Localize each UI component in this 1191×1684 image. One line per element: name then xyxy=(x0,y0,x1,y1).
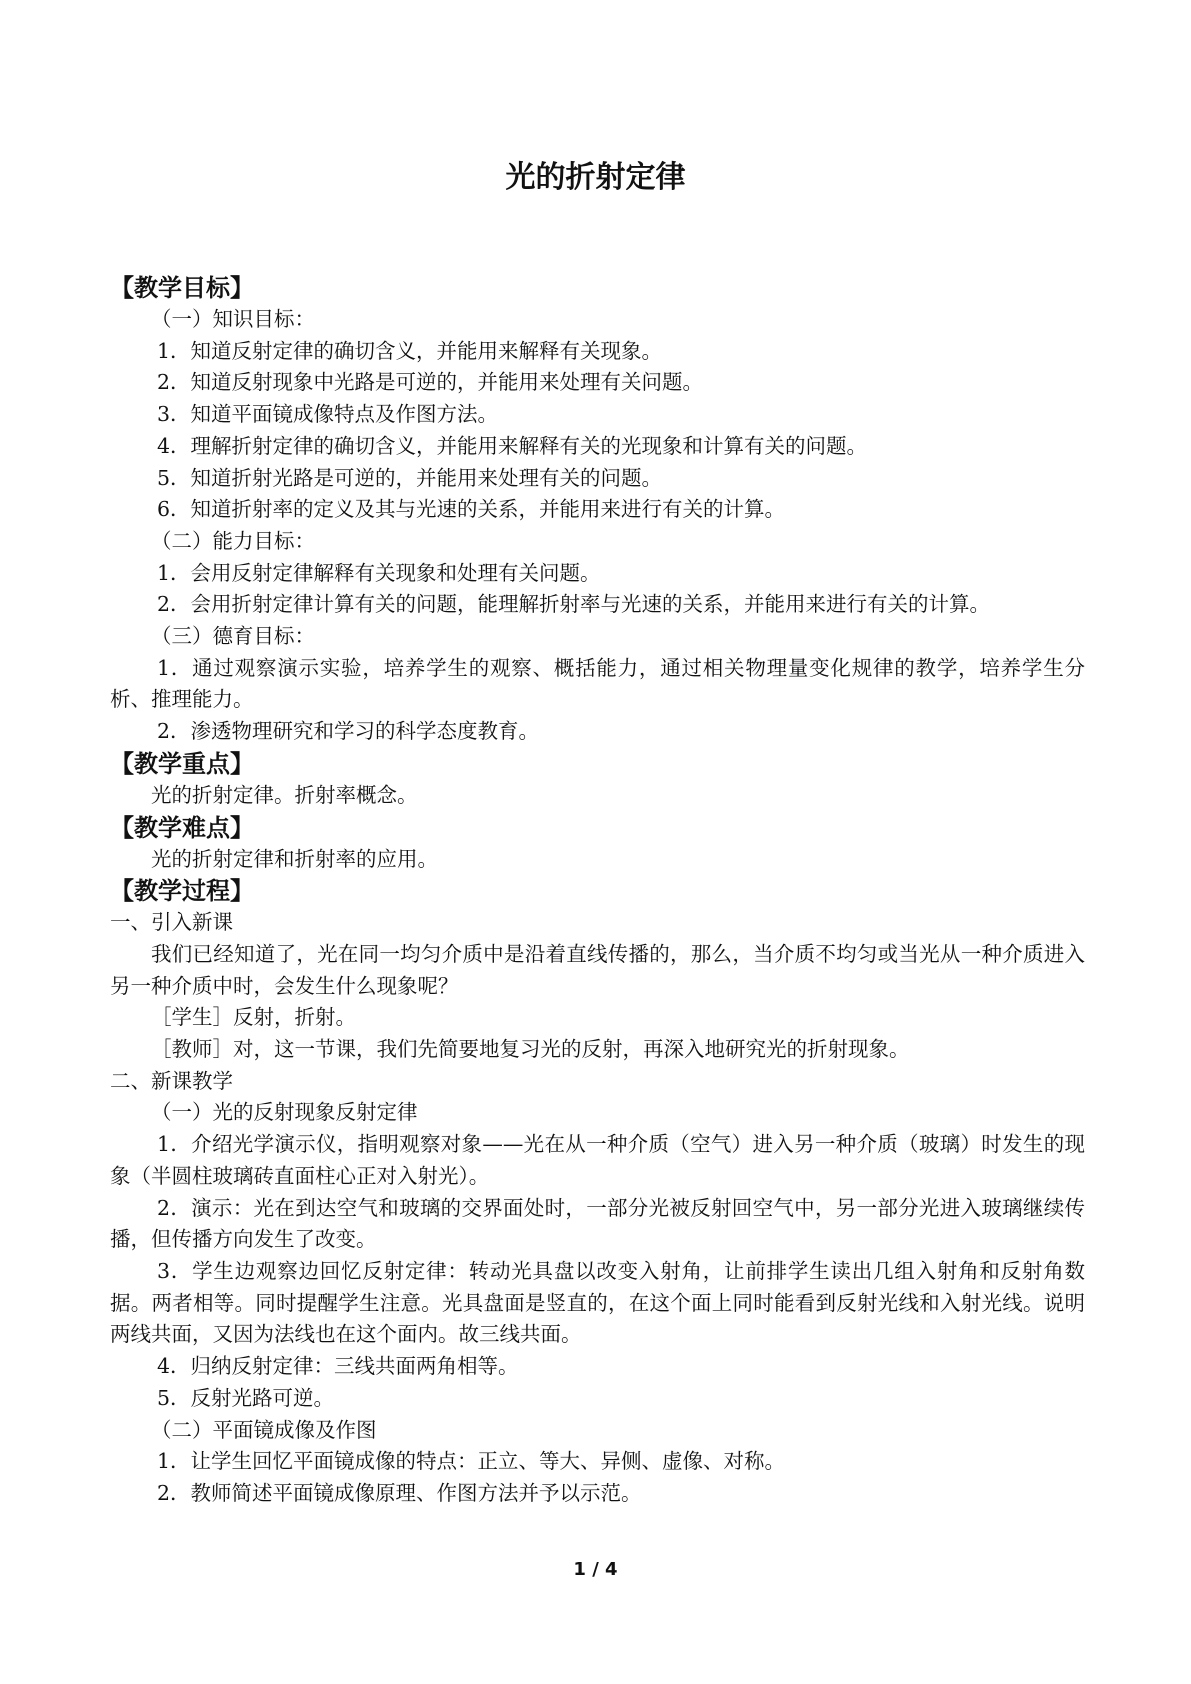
list-item: 4．理解折射定律的确切含义，并能用来解释有关的光现象和计算有关的问题。 xyxy=(157,433,868,458)
section-heading-objectives: 【教学目标】 xyxy=(110,274,254,302)
list-item: 6．知道折射率的定义及其与光速的关系，并能用来进行有关的计算。 xyxy=(157,497,786,522)
paragraph: ［教师］对，这一节课，我们先简要地复习光的反射，再深入地研究光的折射现象。 xyxy=(151,1037,910,1062)
subsection-label: （二）平面镜成像及作图 xyxy=(151,1417,377,1442)
list-item: 2．会用折射定律计算有关的问题，能理解折射率与光速的关系，并能用来进行有关的计算。 xyxy=(157,592,991,617)
list-item: 3．学生边观察边回忆反射定律：转动光具盘以改变入射角，让前排学生读出几组入射角和反射角数据。两者相等。同时提醒学生注意。光具盘面是竖直的，在这个面上同时能看到反射光线和入射光线。说明两线共面，又因为法线也在这个面内。故三线共面。 xyxy=(110,1258,1085,1347)
section-heading-process: 【教学过程】 xyxy=(110,877,254,906)
list-item: 5．知道折射光路是可逆的，并能用来处理有关的问题。 xyxy=(157,465,663,490)
document-body xyxy=(110,272,1085,1510)
page-title: 光的折射定律 xyxy=(505,160,686,195)
part-label: 一、引入新课 xyxy=(110,910,233,935)
list-item: 1．通过观察演示实验，培养学生的观察、概括能力，通过相关物理量变化规律的教学，培养学生分析、推理能力。 xyxy=(110,655,1085,712)
list-item: 4．归纳反射定律：三线共面两角相等。 xyxy=(157,1354,519,1379)
list-item: 1．让学生回忆平面镜成像的特点：正立、等大、异侧、虚像、对称。 xyxy=(157,1449,786,1474)
section-text: 光的折射定律和折射率的应用。 xyxy=(151,846,438,871)
list-item: 5．反射光路可逆。 xyxy=(157,1385,335,1410)
paragraph: ［学生］反射，折射。 xyxy=(151,1005,356,1030)
paragraph: 我们已经知道了，光在同一均匀介质中是沿着直线传播的，那么，当介质不均匀或当光从一种介质进入另一种介质中时，会发生什么现象呢？ xyxy=(110,941,1085,998)
subsection-label: （二）能力目标： xyxy=(151,528,315,553)
list-item: 2．渗透物理研究和学习的科学态度教育。 xyxy=(157,719,540,744)
list-item: 2．知道反射现象中光路是可逆的，并能用来处理有关问题。 xyxy=(157,370,704,395)
section-text: 光的折射定律。折射率概念。 xyxy=(151,782,418,807)
list-item: 1．介绍光学演示仪，指明观察对象——光在从一种介质（空气）进入另一种介质（玻璃）时发生的现象（半圆柱玻璃砖直面柱心正对入射光）。 xyxy=(110,1132,1085,1188)
subsection-label: （一）知识目标： xyxy=(151,307,315,331)
section-heading-key-points: 【教学重点】 xyxy=(110,749,254,778)
subsection-label: （三）德育目标： xyxy=(151,624,315,649)
subsection-label: （一）光的反射现象反射定律 xyxy=(151,1100,418,1125)
page-number: 1 / 4 xyxy=(573,1559,618,1580)
list-item: 1．会用反射定律解释有关现象和处理有关问题。 xyxy=(157,560,601,585)
part-label: 二、新课教学 xyxy=(110,1068,233,1093)
list-item: 1．知道反射定律的确切含义，并能用来解释有关现象。 xyxy=(157,338,663,363)
section-heading-difficulties: 【教学难点】 xyxy=(110,813,254,842)
list-item: 3．知道平面镜成像特点及作图方法。 xyxy=(157,402,499,427)
list-item: 2．教师简述平面镜成像原理、作图方法并予以示范。 xyxy=(157,1480,642,1505)
list-item: 2．演示：光在到达空气和玻璃的交界面处时，一部分光被反射回空气中，另一部分光进入玻璃继续传播，但传播方向发生了改变。 xyxy=(110,1195,1085,1252)
